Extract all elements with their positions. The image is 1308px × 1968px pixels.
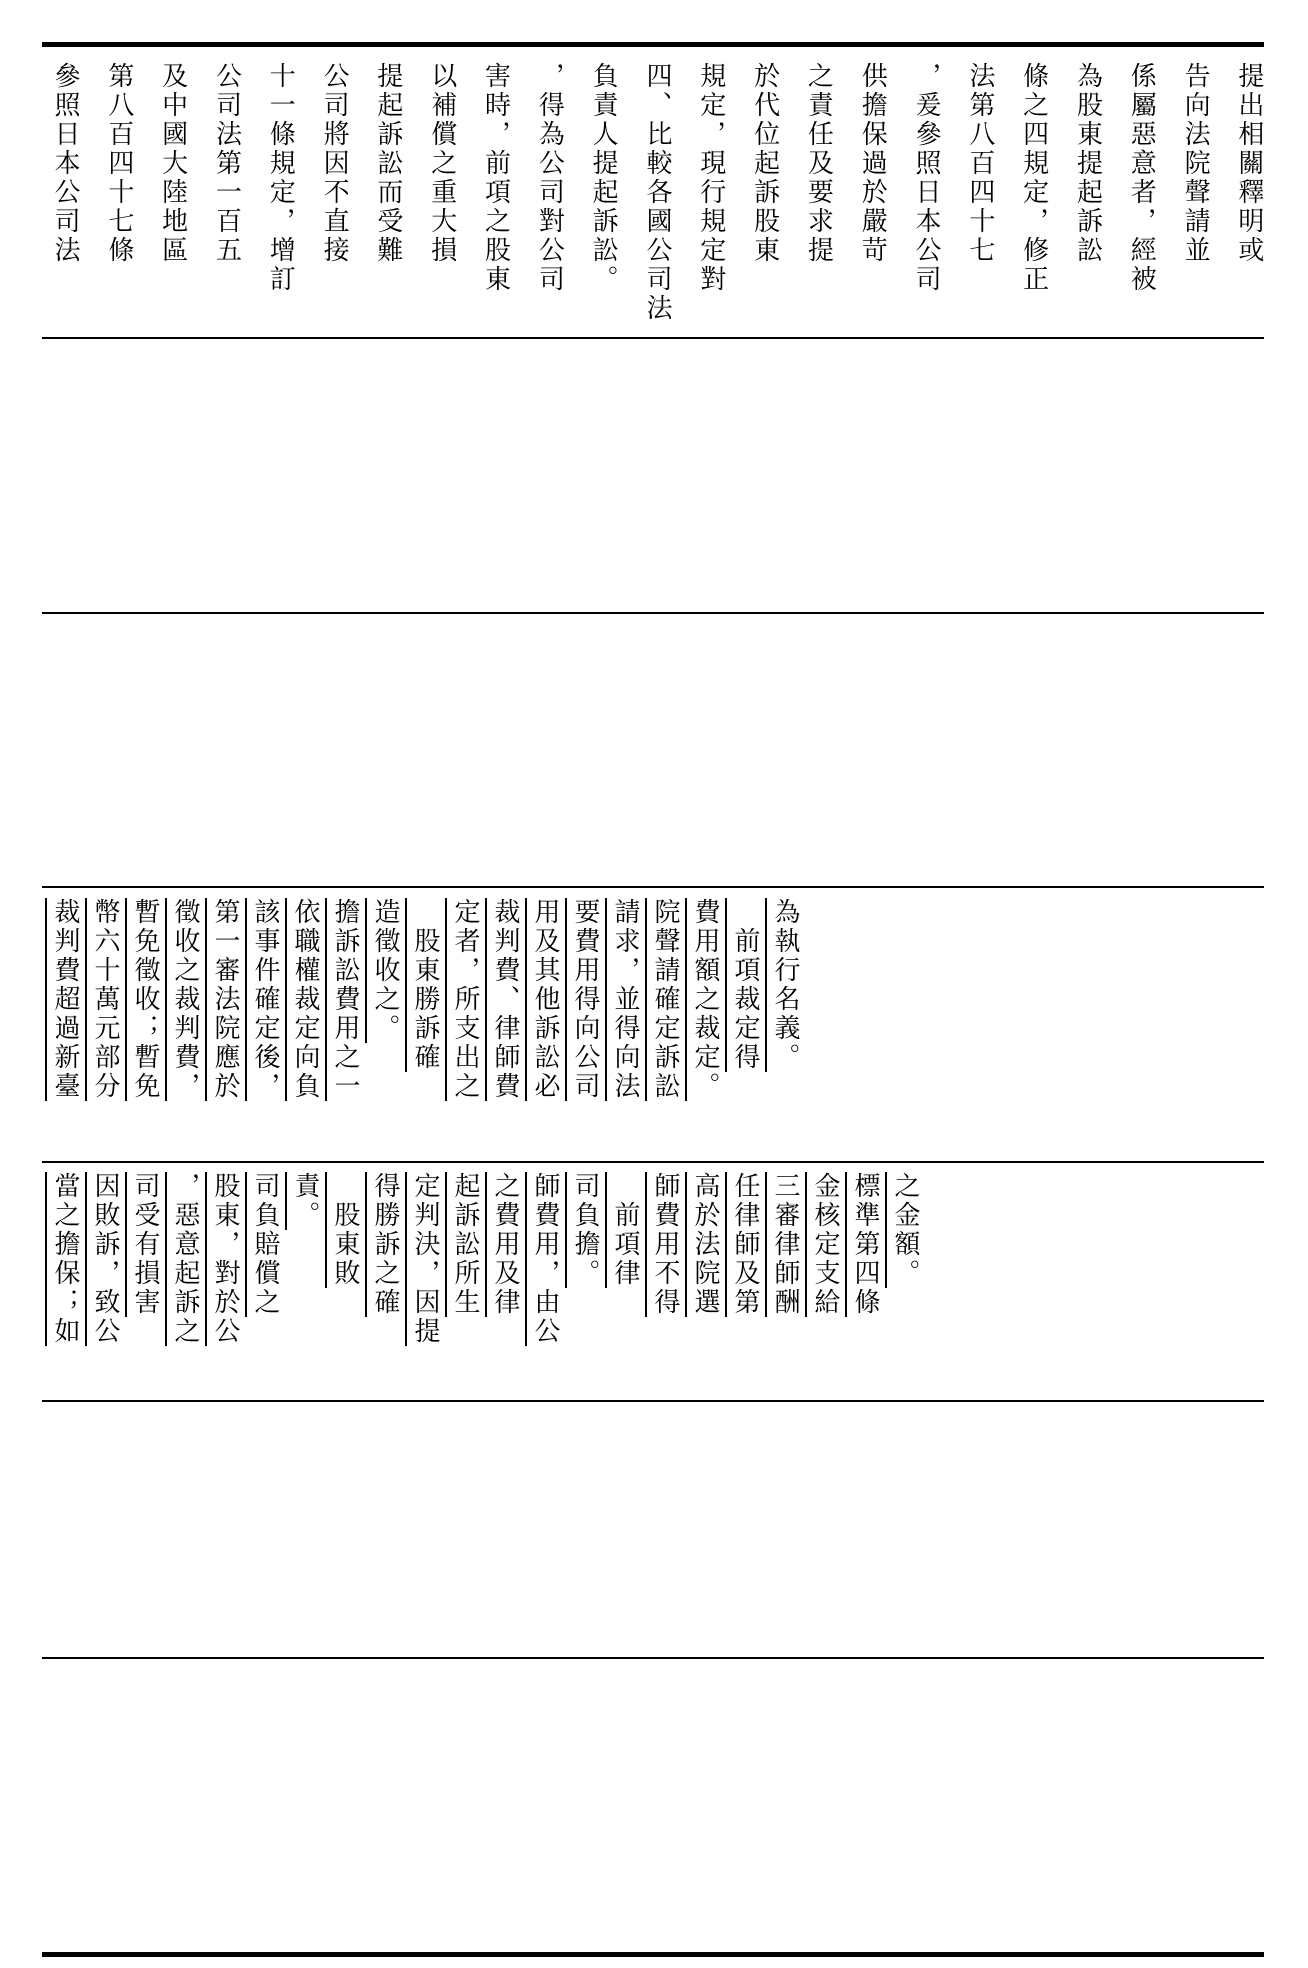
text-column: ，惡意起訴之	[170, 1172, 200, 1346]
text-column: 為執行名義。	[770, 898, 800, 1072]
text-column: 該事件確定後，	[250, 898, 280, 1101]
text-column: 用及其他訴訟必	[530, 898, 560, 1101]
text-column: 股東敗	[330, 1172, 360, 1288]
text-column: ，得為公司對公司	[534, 62, 565, 294]
text-column: 司負擔。	[570, 1172, 600, 1288]
row-divider-5	[42, 1400, 1264, 1402]
text-column: 裁判費超過新臺	[50, 898, 80, 1101]
text-column: 係屬惡意者，經被	[1126, 62, 1157, 294]
text-column: 為股東提起訴訟	[1072, 62, 1103, 265]
text-column: 及中國大陸地區	[157, 62, 188, 265]
text-column: 前項裁定得	[730, 898, 760, 1072]
text-column: 因敗訴，致公	[90, 1172, 120, 1346]
text-column: 十一條規定，增訂	[265, 62, 296, 294]
text-column: 負責人提起訴訟。	[588, 62, 619, 294]
text-column: 法第八百四十七	[964, 62, 995, 265]
text-column: 司受有損害	[130, 1172, 160, 1317]
text-column: 之金額。	[890, 1172, 920, 1288]
text-column: 股東勝訴確	[410, 898, 440, 1072]
table-top-border	[42, 42, 1264, 47]
text-column: 第八百四十七條	[103, 62, 134, 265]
row-divider-1	[42, 337, 1264, 339]
text-column: ，爰參照日本公司	[911, 62, 941, 294]
text-column: 任律師及第	[730, 1172, 760, 1317]
text-column: 起訴訟所生	[450, 1172, 480, 1317]
text-column: 於代位起訴股東	[749, 62, 780, 265]
text-column: 參照日本公司法	[50, 62, 80, 265]
text-column: 告向法院聲請並	[1180, 62, 1211, 265]
text-column: 要費用得向公司	[570, 898, 600, 1101]
text-column: 公司法第一百五	[211, 62, 242, 265]
text-column: 師費用不得	[650, 1172, 680, 1317]
text-column: 提出相關釋明或	[1233, 62, 1264, 265]
text-column: 標準第四條	[850, 1172, 880, 1317]
text-column: 暫免徵收；暫免	[130, 898, 160, 1101]
text-column: 害時，前項之股東	[480, 62, 511, 294]
text-column: 得勝訴之確	[370, 1172, 400, 1317]
text-column: 條之四規定，修正	[1018, 62, 1049, 294]
text-column: 供擔保過於嚴苛	[857, 62, 888, 265]
text-column: 提起訴訟而受難	[372, 62, 403, 265]
row-divider-3	[42, 886, 1264, 888]
row-divider-6	[42, 1657, 1264, 1659]
text-column: 師費用，由公	[530, 1172, 560, 1346]
current-text-cell	[52, 898, 1052, 1158]
text-column: 三審律師酬	[770, 1172, 800, 1317]
text-column: 徵收之裁判費，	[170, 898, 200, 1101]
text-column: 以補償之重大損	[426, 62, 457, 265]
table-bottom-border	[42, 1952, 1264, 1957]
row-divider-2	[42, 612, 1264, 614]
text-column: 責。	[290, 1172, 320, 1230]
top-cell-text	[52, 62, 1262, 332]
text-column: 裁判費、律師費	[490, 898, 520, 1101]
text-column: 規定，現行規定對	[695, 62, 726, 294]
text-column: 之責任及要求提	[803, 62, 834, 265]
text-column: 金核定支給	[810, 1172, 840, 1317]
text-column: 之費用及律	[490, 1172, 520, 1317]
text-column: 請求，並得向法	[610, 898, 640, 1101]
text-column: 定判決，因提	[410, 1172, 440, 1346]
text-column: 造徵收之。	[370, 898, 400, 1043]
text-column: 擔訴訟費用之一	[330, 898, 360, 1101]
text-column: 定者，所支出之	[450, 898, 480, 1101]
text-column: 幣六十萬元部分	[90, 898, 120, 1101]
text-column: 第一審法院應於	[210, 898, 240, 1101]
text-column: 費用額之裁定。	[690, 898, 720, 1101]
text-column: 高於法院選	[690, 1172, 720, 1317]
text-column: 前項律	[610, 1172, 640, 1288]
row-divider-4	[42, 1161, 1264, 1163]
amended-text-cell	[52, 1172, 1214, 1394]
text-column: 四、比較各國公司法	[641, 62, 672, 323]
text-column: 公司將因不直接	[319, 62, 350, 265]
text-column: 依職權裁定向負	[290, 898, 320, 1101]
text-column: 股東，對於公	[210, 1172, 240, 1346]
text-column: 當之擔保；如	[50, 1172, 80, 1346]
text-column: 司負賠償之	[250, 1172, 280, 1317]
text-column: 院聲請確定訴訟	[650, 898, 680, 1101]
